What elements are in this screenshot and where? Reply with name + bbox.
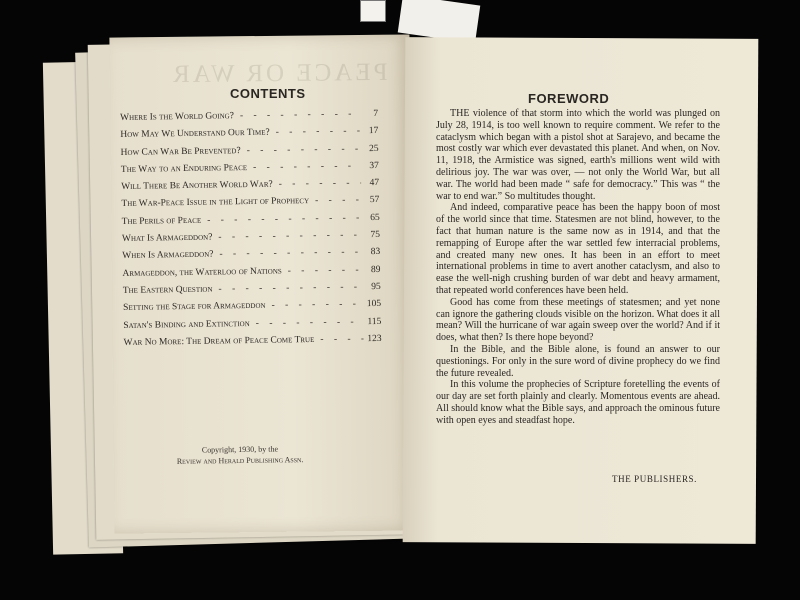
paper-tag (360, 0, 386, 22)
foreword-body (436, 108, 720, 427)
toc-leader (213, 248, 362, 260)
toc-entry-title: Will There Be Another World War? (121, 179, 273, 193)
foreword-paragraph: Good has come from these meetings of statesmen; and yet none can ignore the gathering clouds visible on the horizon. What does it all mean? Will the hurricane of war again sweep over the world? And if it does, what then? Is there hope beyond? (436, 296, 720, 344)
toc-entry-title: When Is Armageddon? (122, 249, 214, 262)
toc-entry-title: Setting the Stage for Armageddon (122, 301, 266, 314)
foreword-signature: THE PUBLISHERS. (612, 474, 698, 484)
toc-page-number: 95 (371, 281, 381, 293)
toc-leader (212, 282, 362, 294)
toc-entry-title: War No More: The Dream of Peace Come True (123, 334, 315, 348)
toc-leader (265, 299, 363, 311)
bleed-through-text: PEACE OR WAR (169, 58, 388, 89)
toc-leader (282, 265, 363, 276)
foreword-paragraph: In this volume the prophecies of Scripture foretelling the events of our day are set forth plainly and clearly. Momentous events are ahead. All should know what the Bible says, and approach the ominous future with open eyes and steadfast hope. (436, 379, 720, 426)
toc-entry-title: How Can War Be Prevented? (120, 145, 241, 158)
toc-leader (273, 178, 362, 189)
toc-entry-title: Satan's Binding and Extinction (123, 318, 250, 331)
table-of-contents (120, 109, 382, 355)
toc-page-number: 115 (367, 316, 382, 327)
toc-page-number: 75 (370, 230, 381, 241)
toc-entry-title: How May We Understand Our Time? (120, 127, 270, 141)
toc-leader (201, 213, 362, 226)
foreword-paragraph: THE violence of that storm into which the world was plunged on July 28, 1914, is too well known to require comment. We refer to the cataclysm which began with a pistol shot at Sarajevo, and became the most costly war which ever devastated this planet. And when, on Nov. 11, 1918, the Armistice was signed, earth's millions went wild with delirious joy. The war was over, — not only the World War, but all war. The world had been made “ safe for democracy.” This was “ the war to end war.” So multitudes thought. (436, 108, 720, 202)
toc-page-number: 57 (369, 195, 380, 206)
toc-leader (270, 127, 361, 138)
contents-title: CONTENTS (230, 86, 306, 101)
toc-leader (212, 230, 362, 242)
toc-entry-title: The Way to an Enduring Peace (120, 162, 248, 175)
copyright-notice (140, 443, 340, 468)
toc-entry-title: The Eastern Question (122, 284, 213, 296)
toc-page-number: 105 (366, 299, 382, 310)
toc-leader (309, 196, 361, 207)
foreword-paragraph: In the Bible, and the Bible alone, is found an answer to our questionings. For only in the sure word of divine prophecy do we find the future revealed. (436, 343, 720, 379)
toc-page-number: 65 (370, 212, 380, 223)
toc-leader (250, 317, 364, 329)
toc-entry-title: What Is Armageddon? (121, 232, 213, 245)
toc-page-number: 47 (369, 178, 380, 189)
toc-entry-title: Armageddon, the Waterloo of Nations (122, 266, 282, 279)
toc-leader (247, 161, 361, 173)
toc-leader (234, 109, 360, 121)
copyright-line: Copyright, 1930, by the (201, 444, 279, 455)
foreword-paragraph: And indeed, comparative peace has been the happy boon of most of the world since that time. Statesmen are not blind, however, to the fact that human nature is the same now as in 1914, and that the remapping of Europe after the war settled few interracial problems, and created many new ones. It has been in an effort to meet international problems in time to avert another cataclysm, and also to ease the well-nigh crushing burden of war debt and heavy armament, that repeated world conferences have been held. (436, 202, 720, 296)
toc-leader (314, 334, 363, 345)
toc-page-number: 25 (369, 143, 379, 154)
publisher-line: Review and Herald Publishing Assn. (176, 455, 304, 466)
toc-page-number: 7 (373, 108, 379, 120)
toc-leader (241, 144, 361, 156)
toc-page-number: 83 (370, 247, 381, 258)
toc-entry-title: Where Is the World Going? (120, 111, 234, 123)
foreword-title: FOREWORD (528, 91, 610, 106)
toc-page-number: 17 (368, 126, 379, 137)
toc-page-number: 89 (370, 264, 381, 275)
toc-entry-title: The Perils of Peace (121, 215, 202, 227)
toc-page-number: 123 (367, 333, 382, 345)
toc-page-number: 37 (369, 160, 379, 171)
toc-entry-title: The War-Peace Issue in the Light of Prophecy (121, 196, 310, 210)
